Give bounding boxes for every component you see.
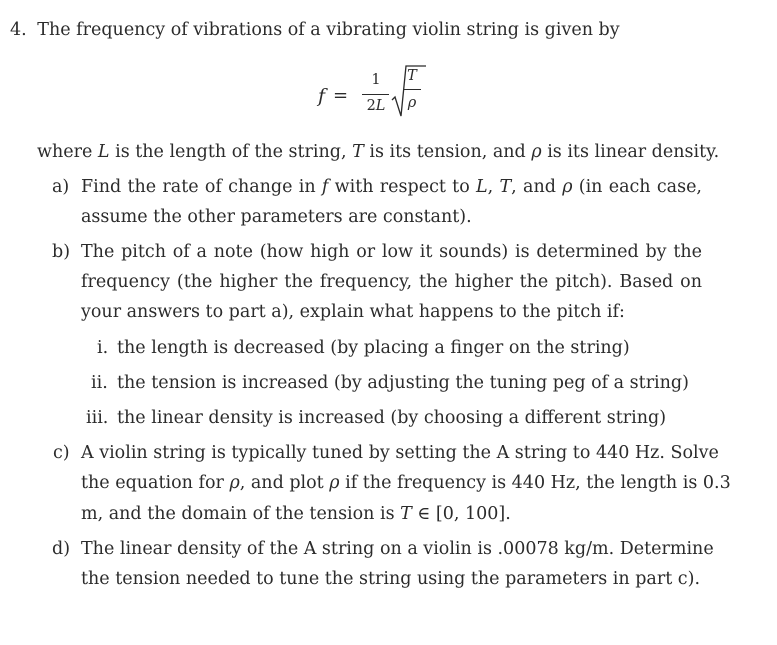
formula-radicand-numerator: T — [407, 68, 417, 84]
var-rho: ρ — [531, 142, 542, 162]
part-b-label: b) — [52, 242, 71, 262]
frequency-formula — [318, 64, 438, 118]
where-text-2: is the length of the string, — [109, 142, 353, 162]
problem-intro: The frequency of vibrations of a vibrating violin string is given by — [37, 20, 620, 40]
formula-numerator: 1 — [371, 72, 381, 88]
var-L: L — [97, 142, 110, 162]
part-a-var-T: T — [499, 177, 512, 197]
part-a-var-L: L — [476, 177, 488, 197]
part-c-var-rho-2: ρ — [329, 473, 340, 493]
problem-number: 4. — [10, 20, 27, 40]
formula-denominator — [362, 98, 390, 114]
part-c-line-3 — [81, 506, 511, 524]
part-c-text-5: ∈ [0, 100]. — [411, 504, 511, 524]
formula-lhs: f — [318, 85, 326, 107]
part-c-line-1: A violin string is typically tuned by setting the A string to 440 Hz. Solve — [81, 443, 719, 463]
part-b-line-1: The pitch of a note (how high or low it sounds) is determined by the — [81, 242, 702, 262]
part-d-line-1: The linear density of the A string on a violin is .00078 kg/m. Determine — [81, 539, 714, 559]
part-b-item-1-text: the length is decreased (by placing a finger on the string) — [117, 338, 630, 358]
part-d-line-2: the tension needed to tune the string using the parameters in part c). — [81, 569, 701, 589]
part-b-item-2-label: ii. — [91, 373, 108, 393]
formula-denominator-var: L — [375, 98, 386, 114]
part-a-text-4: , and — [511, 177, 563, 197]
part-b-item-1-label: i. — [97, 338, 109, 358]
part-a-text-1: Find the rate of change in — [81, 177, 322, 197]
var-T: T — [352, 142, 364, 162]
part-a-var-f: f — [321, 177, 329, 197]
part-b-item-2-text: the tension is increased (by adjusting the tuning peg of a string) — [117, 373, 689, 393]
part-b-item-3-label: iii. — [86, 408, 109, 428]
part-c-text-3: if the frequency is 440 Hz, the length is 0.3 — [339, 473, 731, 493]
part-c-line-2 — [81, 473, 731, 493]
part-c-text-2: , and plot — [239, 473, 330, 493]
part-a-text-2: with respect to — [328, 177, 477, 197]
part-b-line-3: your answers to part a), explain what happens to the pitch if: — [81, 302, 625, 322]
formula-denominator-coef: 2 — [366, 98, 376, 114]
part-a-text-3: , — [487, 177, 500, 197]
part-c-var-rho-1: ρ — [229, 473, 240, 493]
formula-fraction-bar — [362, 94, 389, 95]
part-d-label: d) — [52, 539, 71, 559]
part-a-line-2: assume the other parameters are constant). — [81, 207, 472, 227]
part-b-line-2: frequency (the higher the frequency, the higher the pitch). Based on — [81, 272, 702, 292]
where-text-1: where — [37, 142, 98, 162]
formula-radicand-denominator: ρ — [407, 95, 417, 111]
part-c-var-T: T — [400, 504, 412, 524]
part-a-label: a) — [52, 177, 70, 197]
part-c-label: c) — [53, 443, 70, 463]
problem-intro-line — [10, 22, 620, 40]
part-c-text-4: m, and the domain of the tension is — [81, 504, 401, 524]
where-line — [37, 144, 719, 162]
part-c-text-1: the equation for — [81, 473, 230, 493]
formula-equals: = — [333, 85, 349, 106]
part-a-line-1 — [81, 179, 702, 197]
where-text-4: is its linear density. — [541, 142, 720, 162]
part-a-text-5: (in each case, — [572, 177, 702, 197]
part-a-var-rho: ρ — [562, 177, 573, 197]
formula-radicand-bar — [404, 89, 421, 90]
part-b-item-3-text: the linear density is increased (by choosing a different string) — [117, 408, 667, 428]
where-text-3: is its tension, and — [363, 142, 532, 162]
